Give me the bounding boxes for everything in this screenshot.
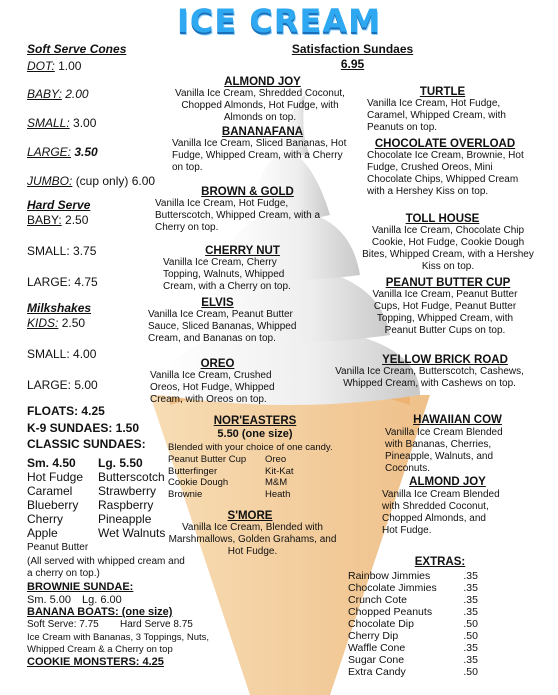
milkshakes-header: Milkshakes: [27, 301, 92, 315]
flavor: Strawberry: [98, 484, 157, 498]
banana-boats-header: BANANA BOATS: (one size): [27, 606, 173, 618]
sundae-almond-joy-name: ALMOND JOY: [224, 76, 301, 88]
sundae-brown-gold-name: BROWN & GOLD: [201, 186, 294, 198]
classic-sm-price: Sm. 4.50: [27, 456, 76, 470]
noreasters-candies-col2: [265, 454, 294, 500]
almond-joy-shake-name: ALMOND JOY: [409, 476, 486, 488]
sundae-bananafana-name: BANANAFANA: [221, 126, 304, 138]
extras-item: Waffle Cone .35: [348, 642, 478, 654]
noreasters-candies-col1: [168, 454, 246, 500]
candy: Brownie: [168, 488, 203, 500]
flavor: Pineapple: [98, 512, 152, 526]
banana-hard-price: Hard Serve 8.75: [120, 619, 193, 630]
sundae-cherry-nut-name: CHERRY NUT: [205, 245, 280, 257]
hawaiian-cow-desc: Vanilla Ice Cream Blended with Bananas, Cherries, Pineapple, Walnuts, and Coconuts.: [385, 427, 503, 474]
candy: Kit-Kat: [265, 465, 294, 477]
candy: Heath: [265, 488, 291, 500]
sundae-almond-joy-desc: Vanilla Ice Cream, Shredded Coconut, Chopped Almonds, Hot Fudge, with Almonds on top.: [175, 88, 345, 123]
extras-item: Chopped Peanuts .35: [348, 606, 478, 618]
satisfaction-sundaes-price: 6.95: [340, 57, 365, 71]
cookie-monsters-price: COOKIE MONSTERS: 4.25: [27, 656, 164, 668]
extras-item: Sugar Cone .35: [348, 654, 478, 666]
soft-serve-baby: BABY: 2.00: [27, 87, 89, 101]
flavor: Butterscotch: [98, 470, 165, 484]
extras-item: Cherry Dip .50: [348, 630, 478, 642]
sundae-toll-house-name: TOLL HOUSE: [405, 213, 480, 225]
extras-item: Chocolate Jimmies .35: [348, 582, 478, 594]
sundae-elvis-name: ELVIS: [201, 297, 234, 309]
sundae-peanut-butter-cup-name: PEANUT BUTTER CUP: [385, 277, 511, 289]
k9-sundaes-price: K-9 SUNDAES: 1.50: [27, 421, 140, 435]
soft-serve-header: Soft Serve Cones: [27, 42, 127, 56]
banana-description: Ice Cream with Bananas, 3 Toppings, Nuts, Whipped Cream & a Cherry on top: [27, 632, 210, 655]
sundae-turtle-name: TURTLE: [419, 86, 466, 98]
brownie-sundae-header: BROWNIE SUNDAE:: [27, 581, 134, 593]
sundae-yellow-brick-road-name: YELLOW BRICK ROAD: [382, 354, 508, 366]
candy: Butterfinger: [168, 465, 218, 477]
noreasters-name: NOR'EASTERS: [213, 415, 297, 427]
sundae-cherry-nut-desc: Vanilla Ice Cream, Cherry Topping, Walnuts, Whipped Cream, with a Cherry on top.: [163, 257, 291, 292]
flavor: Raspberry: [98, 498, 154, 512]
classic-flavors-col1: [27, 470, 83, 540]
candy: M&M: [265, 477, 288, 488]
candy: Oreo: [265, 454, 287, 465]
brownie-lg-price: Lg. 6.00: [82, 594, 122, 606]
smore-name: S'MORE: [227, 510, 273, 522]
sundae-yellow-brick-road-desc: Vanilla Ice Cream, Butterscotch, Cashews, Whipped Cream, with Cashews on top.: [335, 366, 524, 389]
flavor: Blueberry: [27, 498, 79, 512]
flavor-peanut-butter: Peanut Butter: [27, 542, 89, 553]
soft-serve-large: LARGE: 3.50: [27, 145, 98, 159]
sundae-elvis-desc: Vanilla Ice Cream, Peanut Butter Sauce, Sliced Bananas, Whipped Cream, and Bananas on top.: [148, 309, 297, 344]
sundae-oreo-desc: Vanilla Ice Cream, Crushed Oreos, Hot Fudge, Whipped Cream, with Oreos on top.: [150, 370, 275, 405]
sundae-oreo-name: OREO: [200, 358, 235, 370]
floats-price: FLOATS: 4.25: [27, 404, 105, 418]
menu-title: ICE CREAM: [177, 2, 381, 40]
flavor: Cherry: [27, 512, 64, 526]
hard-serve-small: SMALL: 3.75: [27, 244, 97, 258]
sundae-chocolate-overload-name: CHOCOLATE OVERLOAD: [374, 138, 516, 150]
extras-item: Crunch Cote .35: [348, 594, 478, 606]
noreasters-price: 5.50 (one size): [217, 428, 293, 440]
brownie-sm-price: Sm. 5.00: [27, 594, 72, 606]
candy: Cookie Dough: [168, 477, 229, 488]
soft-serve-small: SMALL: 3.00: [27, 116, 97, 130]
banana-soft-price: Soft Serve: 7.75: [27, 619, 99, 630]
milkshakes-small: SMALL: 4.00: [27, 347, 97, 361]
sundae-turtle-desc: Vanilla Ice Cream, Hot Fudge, Caramel, Whipped Cream, with Peanuts on top.: [367, 98, 506, 133]
flavor: Hot Fudge: [27, 470, 84, 484]
classic-note: (All served with whipped cream and a cherry on top.): [27, 556, 185, 579]
extras-header: EXTRAS:: [414, 556, 466, 568]
extras-list: [348, 570, 478, 678]
flavor: Wet Walnuts: [98, 526, 166, 540]
hard-serve-baby: BABY: 2.50: [27, 213, 89, 227]
soft-serve-dot: DOT: 1.00: [27, 59, 82, 73]
classic-flavors-col2: [98, 470, 165, 540]
sundae-chocolate-overload-desc: Chocolate Ice Cream, Brownie, Hot Fudge, Crushed Oreos, Mini Chocolate Chips, Whipped Cream with a Hershey Kiss on top.: [367, 150, 524, 197]
hawaiian-cow-name: HAWAIIAN COW: [413, 414, 502, 426]
classic-lg-price: Lg. 5.50: [98, 456, 143, 470]
smore-desc: Vanilla Ice Cream, Blended with Marshmallows, Golden Grahams, and Hot Fudge.: [168, 522, 337, 557]
sundae-toll-house-desc: Vanilla Ice Cream, Chocolate Chip Cookie, Hot Fudge, Cookie Dough Bites, Whipped Cream, with a Hershey Kiss on top.: [362, 225, 534, 272]
satisfaction-sundaes-header: Satisfaction Sundaes: [291, 42, 414, 56]
sundae-bananafana-desc: Vanilla Ice Cream, Sliced Bananas, Hot Fudge, Whipped Cream, with a Cherry on top.: [172, 138, 347, 173]
soft-serve-jumbo: JUMBO: (cup only) 6.00: [27, 174, 156, 188]
flavor: Caramel: [27, 484, 73, 498]
flavor: Apple: [27, 526, 58, 540]
noreasters-desc: Blended with your choice of one candy.: [168, 442, 333, 453]
milkshakes-kids: KIDS: 2.50: [27, 316, 86, 330]
extras-item: Chocolate Dip .50: [348, 618, 478, 630]
sundae-brown-gold-desc: Vanilla Ice Cream, Hot Fudge, Butterscotch, Whipped Cream, with a Cherry on top.: [155, 198, 321, 233]
classic-sundaes-header: CLASSIC SUNDAES:: [27, 437, 146, 451]
hard-serve-large: LARGE: 4.75: [27, 275, 98, 289]
extras-item: Rainbow Jimmies .35: [348, 570, 478, 582]
sundae-peanut-butter-cup-desc: Vanilla Ice Cream, Peanut Butter Cups, Hot Fudge, Peanut Butter Topping, Whipped Cream, with Peanut Butter Cups on top.: [372, 289, 518, 336]
hard-serve-header: Hard Serve: [27, 198, 91, 212]
extras-item: Extra Candy .50: [348, 666, 478, 678]
almond-joy-shake-desc: Vanilla Ice Cream Blended with Shredded Coconut, Chopped Almonds, and Hot Fudge.: [382, 489, 500, 536]
milkshakes-large: LARGE: 5.00: [27, 378, 98, 392]
candy: Peanut Butter Cup: [168, 454, 247, 465]
